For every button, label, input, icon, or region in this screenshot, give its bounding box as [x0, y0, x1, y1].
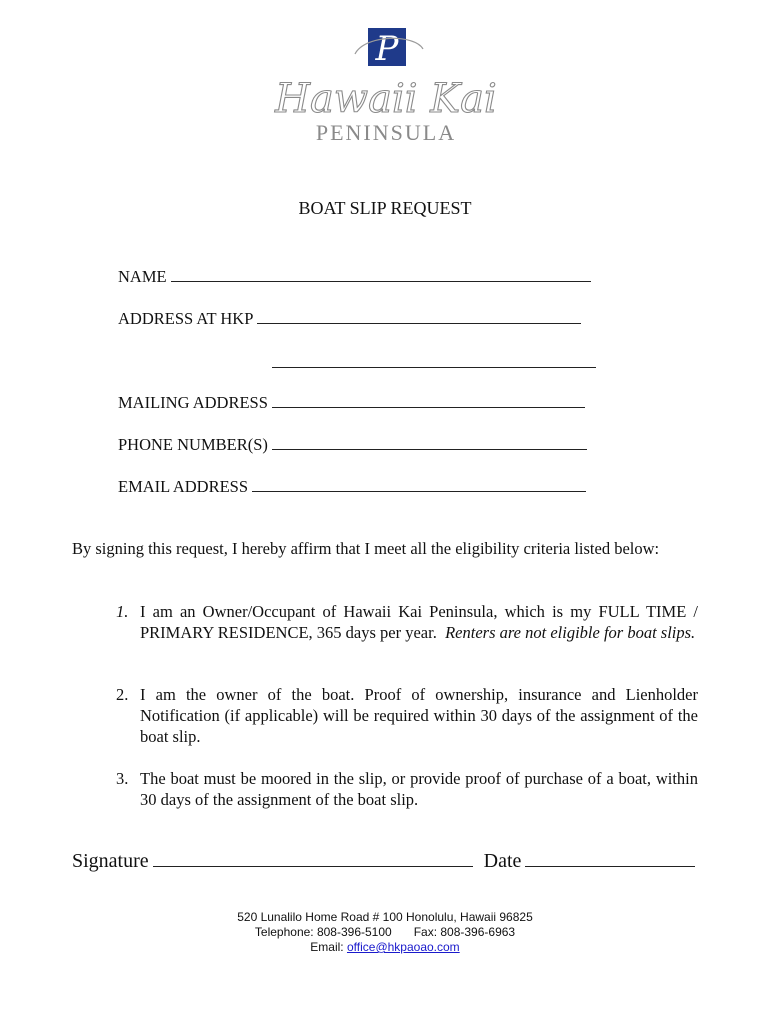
criterion-3	[116, 768, 698, 810]
footer	[0, 910, 770, 955]
email-line[interactable]	[252, 476, 586, 492]
footer-fax: Fax: 808-396-6963	[413, 925, 516, 939]
mailing-address-label: MAILING ADDRESS	[118, 393, 268, 412]
criterion-text: The boat must be moored in the slip, or provide proof of purchase of a boat, within 30 days of the assignment of the boat slip.	[140, 769, 698, 809]
footer-email-label: Email:	[310, 940, 344, 954]
address-hkp-line[interactable]	[257, 308, 581, 324]
name-line[interactable]	[171, 266, 591, 282]
email-field[interactable]	[118, 476, 586, 497]
criterion-text: I am the owner of the boat. Proof of ownership, insurance and Lienholder Notification (if applicable) will be required within 30 days of the assignment of the boat slip.	[140, 685, 698, 746]
address-hkp-field[interactable]	[118, 308, 581, 329]
mailing-address-field[interactable]	[118, 392, 585, 413]
date-label: Date	[483, 850, 522, 872]
date-line[interactable]	[525, 848, 695, 867]
criterion-number: 1.	[116, 602, 129, 621]
footer-email-link[interactable]: office@hkpaoao.com	[346, 940, 460, 954]
name-label: NAME	[118, 267, 167, 286]
mailing-address-line[interactable]	[272, 392, 585, 408]
criterion-number: 3.	[116, 769, 129, 788]
email-label: EMAIL ADDRESS	[118, 477, 249, 496]
phone-label: PHONE NUMBER(S)	[118, 435, 268, 454]
criterion-1	[116, 601, 698, 643]
form-title: BOAT SLIP REQUEST	[298, 198, 472, 218]
criterion-number: 2.	[116, 685, 129, 704]
criterion-text: I am an Owner/Occupant of Hawaii Kai Peninsula, which is my FULL TIME / PRIMARY RESIDENCE, 365 days per year.	[140, 602, 698, 642]
footer-email-row	[0, 940, 770, 955]
phone-field[interactable]	[118, 434, 587, 455]
logo-script-name: Hawaii Kai	[275, 76, 497, 122]
address-hkp-line-2-rule[interactable]	[272, 352, 596, 368]
address-hkp-line-2[interactable]	[272, 352, 596, 373]
hawaii-kai-peninsula-logo	[255, 24, 517, 154]
eligibility-intro: By signing this request, I hereby affirm that I meet all the eligibility criteria listed below:	[72, 539, 660, 558]
logo-wordmark: PENINSULA	[315, 120, 457, 145]
criterion-2	[116, 684, 698, 747]
name-field[interactable]	[118, 266, 591, 287]
criterion-note: Renters are not eligible for boat slips.	[445, 623, 696, 642]
logo-monogram: P	[375, 29, 399, 69]
footer-telephone: Telephone: 808-396-5100	[254, 925, 392, 939]
address-hkp-label: ADDRESS AT HKP	[118, 309, 254, 328]
footer-address: 520 Lunalilo Home Road # 100 Honolulu, Hawaii 96825	[237, 910, 533, 924]
footer-phones	[0, 925, 770, 940]
signature-line[interactable]	[153, 848, 473, 867]
signature-label: Signature	[72, 850, 149, 872]
signature-row	[72, 848, 695, 873]
phone-line[interactable]	[272, 434, 587, 450]
